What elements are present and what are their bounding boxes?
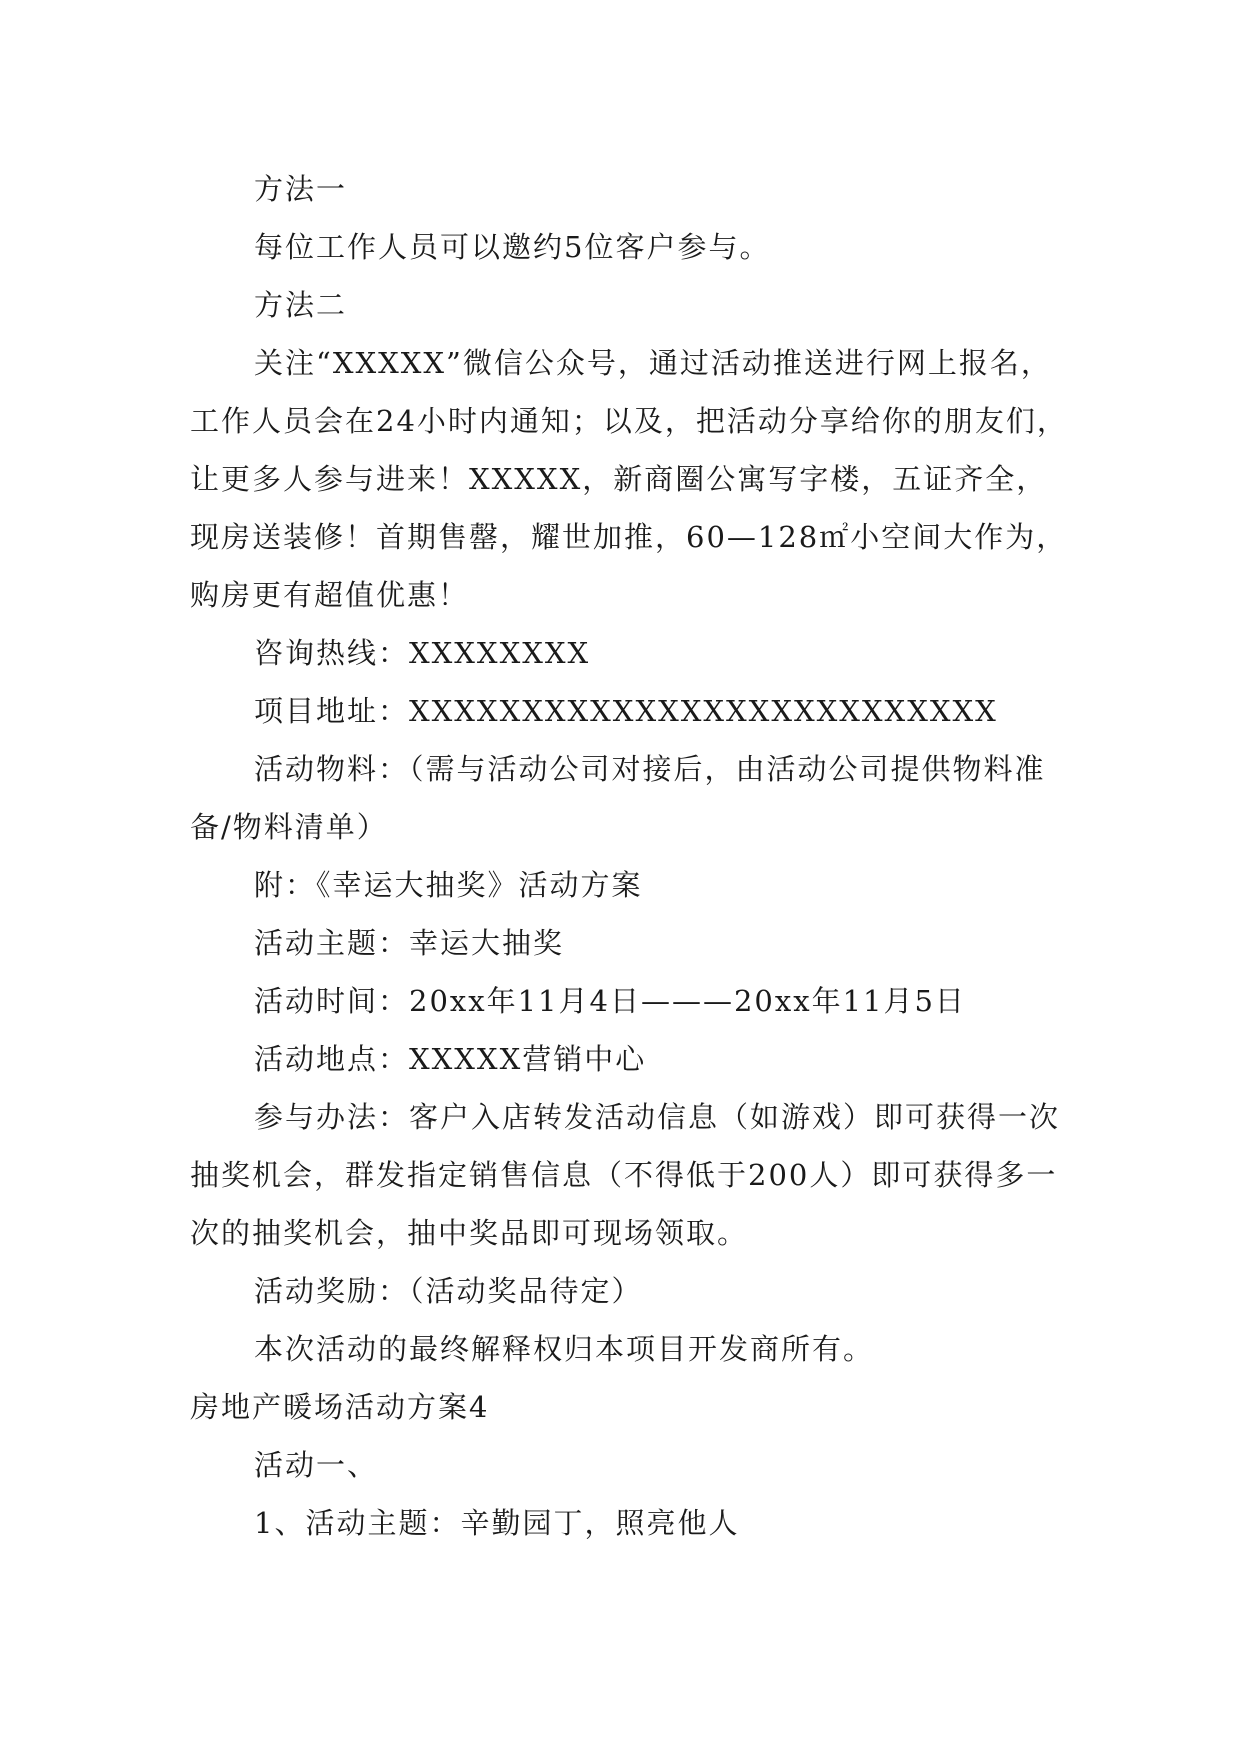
paragraph-method-one: 方法一 (254, 172, 348, 206)
paragraph-hotline: 咨询热线：XXXXXXXX (254, 636, 591, 670)
paragraph-address: 项目地址：XXXXXXXXXXXXXXXXXXXXXXXXXX (254, 694, 998, 728)
paragraph-materials: 活动物料：（需与活动公司对接后，由活动公司提供物料准备/物料清单） (190, 752, 1046, 844)
paragraph-method-two: 方法二 (254, 288, 348, 322)
paragraph-invite: 每位工作人员可以邀约5位客户参与。 (254, 230, 771, 264)
document-body (190, 160, 1070, 1552)
paragraph-theme: 活动主题：幸运大抽奖 (254, 926, 565, 960)
paragraph-wechat-follow: 关注“XXXXX”微信公众号，通过活动推送进行网上报名，工作人员会在24小时内通知；以及，把活动分享给你的朋友们，让更多人参与进来！XXXXX，新商圈公寓写字楼，五证齐全，现房送装修！首期售罄，耀世加推，60—128㎡小空间大作为，购房更有超值优惠！ (190, 346, 1068, 612)
paragraph-activity-theme: 1、活动主题：辛勤园丁，照亮他人 (254, 1506, 740, 1540)
paragraph-activity-one: 活动一、 (254, 1448, 379, 1482)
paragraph-time: 活动时间：20xx年11月4日———20xx年11月5日 (254, 984, 966, 1018)
paragraph-final-interpretation: 本次活动的最终解释权归本项目开发商所有。 (254, 1332, 875, 1366)
paragraph-appendix: 附：《幸运大抽奖》活动方案 (254, 868, 643, 902)
section-heading: 房地产暖场活动方案4 (190, 1390, 490, 1424)
paragraph-location: 活动地点：XXXXX营销中心 (254, 1042, 647, 1076)
paragraph-participation: 参与办法：客户入店转发活动信息（如游戏）即可获得一次抽奖机会，群发指定销售信息（不得低于200人）即可获得多一次的抽奖机会，抽中奖品即可现场领取。 (190, 1100, 1061, 1250)
paragraph-rewards: 活动奖励：（活动奖品待定） (254, 1274, 643, 1308)
